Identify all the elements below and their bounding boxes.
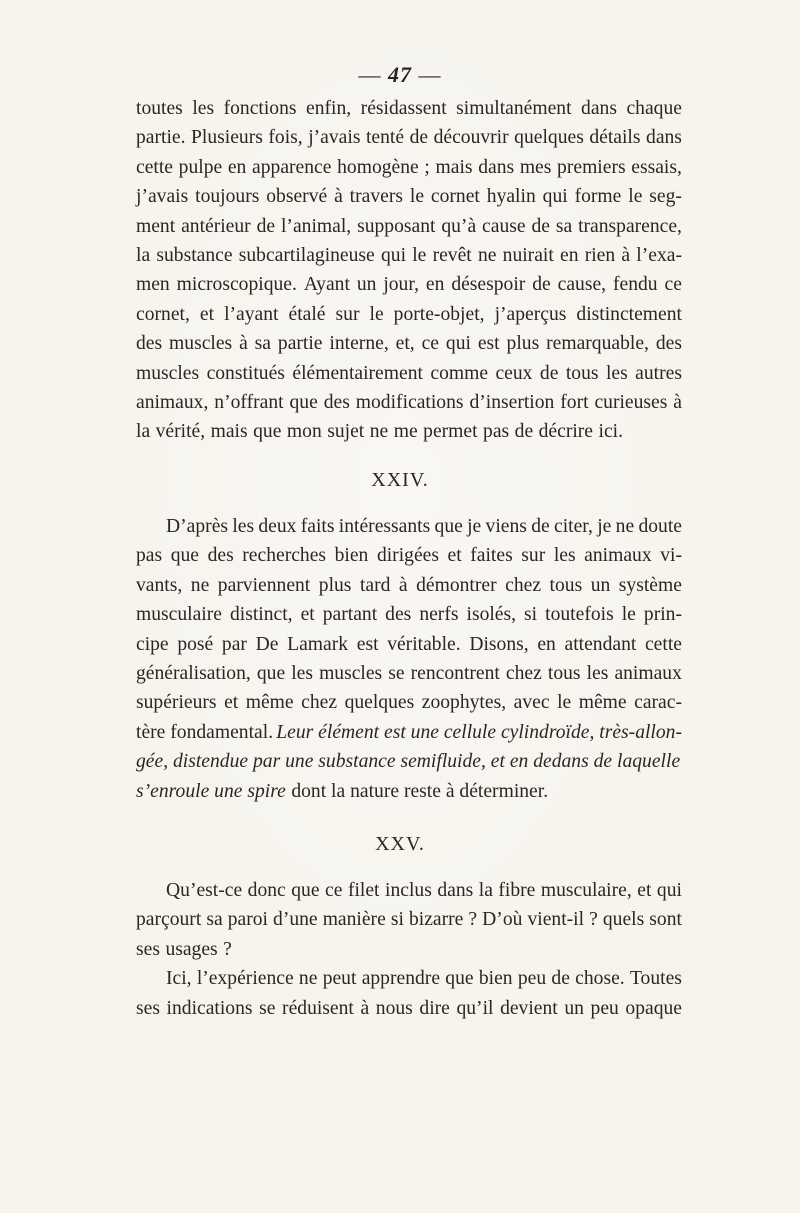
section-xxv-paragraph <box>136 876 682 1023</box>
roman-text: tère fondamental. <box>136 721 274 743</box>
text-line: animaux, n’offrant que des modifications d’insertion fort curieuses à <box>136 391 682 413</box>
text-line: parçourt sa paroi d’une manière si bizarre ? D’où vient-il ? quels sont <box>136 909 682 931</box>
text-line: j’avais toujours observé à travers le cornet hyalin qui forme le seg- <box>136 186 682 208</box>
italic-text: gée, distendue par une substance semifluide, et en dedans de laquelle <box>136 751 681 773</box>
text-line: des muscles à sa partie interne, et, ce qui est plus remarquable, des <box>136 333 682 355</box>
text-line: musculaire distinct, et partant des nerfs isolés, si toutefois le prin- <box>136 604 682 626</box>
folio-dash-right: — <box>418 62 442 87</box>
paragraph-continuation <box>136 94 682 447</box>
text-line: D’après les deux faits intéressants que je viens de citer, je ne doute <box>166 516 682 537</box>
text-line: supérieurs et même chez quelques zoophytes, avec le même carac- <box>136 692 682 714</box>
text-line: vants, ne parviennent plus tard à démontrer chez tous un système <box>136 574 682 596</box>
italic-text: s’enroule une spire <box>136 780 286 802</box>
text-line: ses indications se réduisent à nous dire qu’il devient un peu opaque <box>136 997 682 1019</box>
section-xxiv-paragraph <box>136 512 682 806</box>
text-line: la vérité, mais que mon sujet ne me permet pas de décrire ici. <box>136 421 623 443</box>
text-line: Ici, l’expérience ne peut apprendre que bien peu de chose. Toutes <box>166 968 682 990</box>
text-line: généralisation, que les muscles se rencontrent chez tous les animaux <box>136 662 682 684</box>
folio-dash-left: — <box>358 62 382 87</box>
text-line: pas que des recherches bien dirigées et faites sur les animaux vi- <box>136 545 682 567</box>
text-line: men microscopique. Ayant un jour, en désespoir de cause, fendu ce <box>136 274 682 296</box>
text-line: cornet, et l’ayant étalé sur le porte-objet, j’aperçus distinctement <box>136 303 682 325</box>
text-line: ment antérieur de l’animal, supposant qu’à cause de sa transparence, <box>136 215 682 237</box>
text-line: cette pulpe en apparence homogène ; mais dans mes premiers essais, <box>136 156 682 178</box>
italic-text: Leur élément est une cellule cylindroïde, très-allon- <box>276 721 682 743</box>
page-number <box>0 62 800 88</box>
section-heading-xxv: XXV. <box>375 833 425 855</box>
section-heading-xxiv: XXIV. <box>371 469 429 491</box>
text-line: muscles constitués élémentairement comme ceux de tous les autres <box>136 362 682 384</box>
folio-number: 47 <box>388 62 412 87</box>
text-line: ses usages ? <box>136 938 232 960</box>
roman-text: dont la nature reste à déterminer. <box>291 780 549 802</box>
text-line-mixed <box>136 777 682 806</box>
text-line: cipe posé par De Lamark est véritable. Disons, en attendant cette <box>136 633 682 655</box>
text-line: toutes les fonctions enfin, résidassent simultanément dans chaque <box>136 98 682 119</box>
text-line: la substance subcartilagineuse qui le revêt ne nuirait en rien à l’exa- <box>136 244 682 266</box>
text-line <box>136 747 682 776</box>
text-line-mixed <box>136 718 682 747</box>
text-line: partie. Plusieurs fois, j’avais tenté de découvrir quelques détails dans <box>136 127 682 149</box>
text-line: Qu’est-ce donc que ce filet inclus dans la fibre musculaire, et qui <box>166 880 682 901</box>
